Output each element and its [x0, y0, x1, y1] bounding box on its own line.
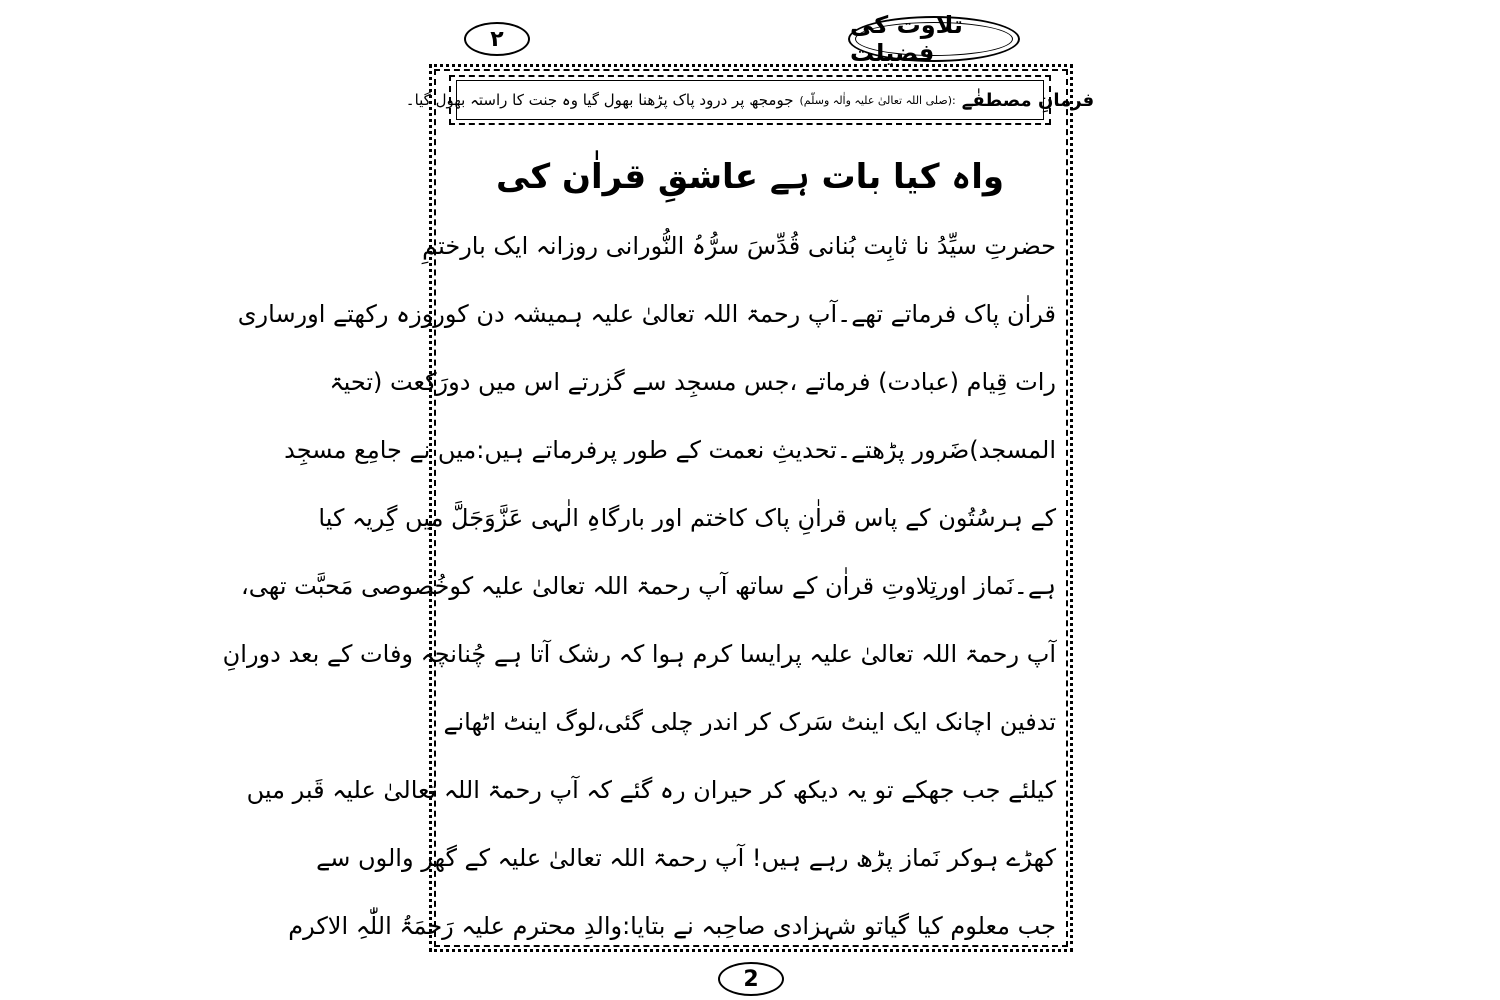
- footer-page-number-oval: [718, 962, 784, 996]
- body-line-4: المسجد)ضَرور پڑھتے۔تحدیثِ نعمت کے طور پرفرماتے ہیں:میں نے جامِع مسجِد: [284, 436, 1056, 464]
- body-line-2: قراٰن پاک فرماتے تھے۔آپ رحمۃ اللہ تعالیٰ علیہ ہمیشہ دن کوروزہ رکھتے اورساری: [237, 300, 1056, 328]
- header-page-number: ۲: [490, 26, 504, 52]
- chapter-title-oval: [848, 11, 1020, 67]
- header-page-number-oval: [464, 22, 530, 56]
- body-line-11: جب معلوم کیا گیاتو شہزادی صاحِبہ نے بتایا:والدِ محترم علیہ رَحمَۃُ اللّٰہِ الاکرم: [288, 912, 1056, 940]
- hadith-banner: [405, 80, 1095, 120]
- footer-page-number: 2: [743, 966, 759, 992]
- hadith-honorific: :(صلی اللہ تعالیٰ علیہ واٰلہ وسلّم): [799, 93, 956, 107]
- hadith-label: فرمانِ مصطفٰے: [961, 89, 1095, 111]
- body-line-3: رات قِیام (عبادت) فرماتے ،جس مسجِد سے گزرتے اس میں دورَکعت (تحیۃ: [329, 368, 1056, 396]
- body-line-1: حضرتِ سیِّدُ نا ثابِت بُنانی قُدِّسَ سرُّہُ النُّورانی روزانہ ایک بارختمِ: [422, 232, 1056, 260]
- chapter-title-oval-inner-ring: [855, 22, 1013, 56]
- body-text: [222, 212, 1056, 960]
- body-line-5: کے ہرسُتُون کے پاس قراٰنِ پاک کاختم اور بارگاہِ الٰہی عَزَّوَجَلَّ میں گِریہ کیا: [318, 504, 1056, 532]
- chapter-title: تلاوت کی فضیلت: [850, 11, 963, 67]
- body-line-8: تدفین اچانک ایک اینٹ سَرک کر اندر چلی گئی،لوگ اینٹ اٹھانے: [443, 708, 1056, 736]
- body-line-7: آپ رحمۃ اللہ تعالیٰ علیہ پرایسا کرم ہوا کہ رشک آتا ہے چُنانچہ وفات کے بعد دورانِ: [222, 640, 1056, 668]
- hadith-text: جومجھ پر درود پاک پڑھنا بھول گیا وہ جنت کا راستہ بھول گیا۔: [405, 91, 794, 109]
- body-line-9: کیلئے جب جھکے تو یہ دیکھ کر حیران رہ گئے کہ آپ رحمۃ اللہ تعالیٰ علیہ قَبر میں: [246, 776, 1056, 804]
- body-line-6: ہے۔نَماز اورتِلاوتِ قراٰن کے ساتھ آپ رحمۃ اللہ تعالیٰ علیہ کوخُصوصی مَحبَّت تھی،: [241, 572, 1056, 600]
- section-heading: واہ کیا بات ہے عاشقِ قراٰن کی: [495, 157, 1005, 197]
- body-line-10: کھڑے ہوکر نَماز پڑھ رہے ہیں! آپ رحمۃ اللہ تعالیٰ علیہ کے گھر والوں سے: [316, 844, 1056, 872]
